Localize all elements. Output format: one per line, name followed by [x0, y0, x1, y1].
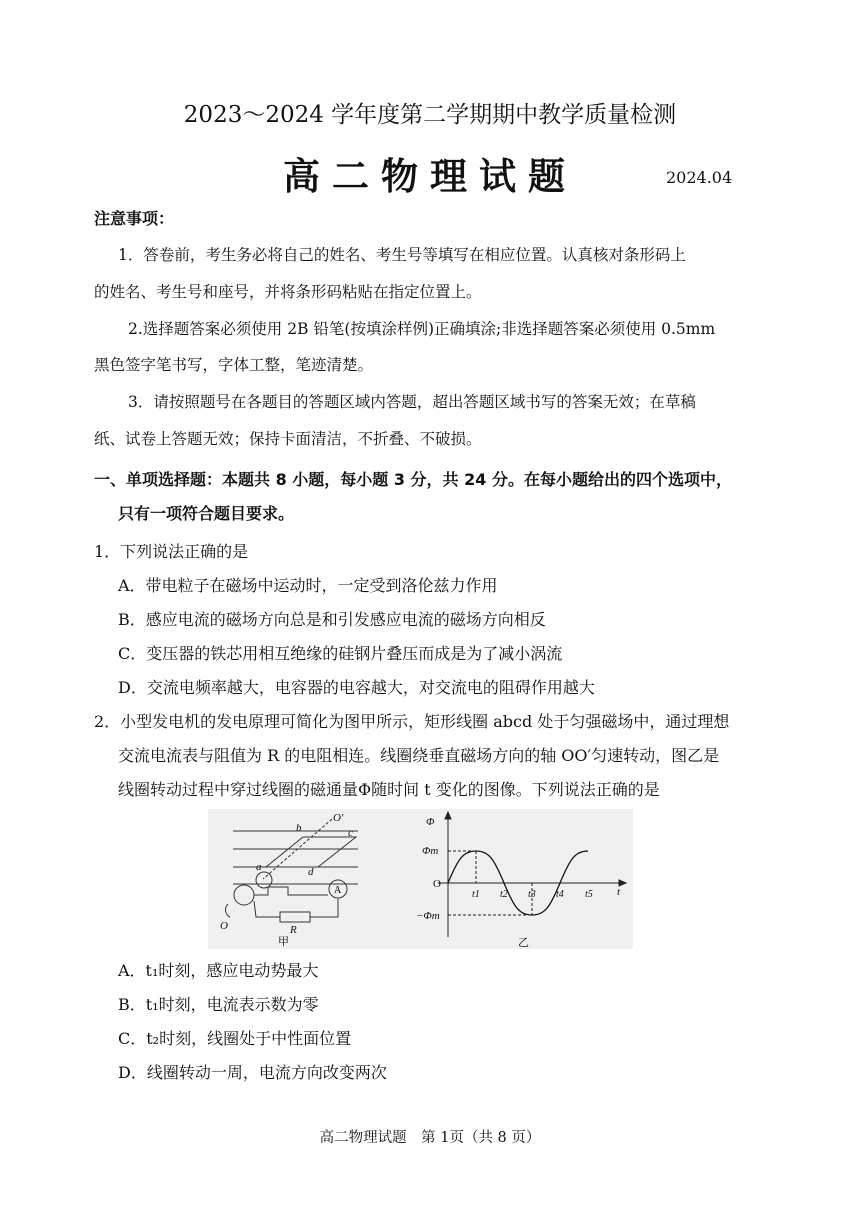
notice-item-2-line-1: 2.选择题答案必须使用 2B 铅笔(按填涂样例)正确填涂;非选择题答案必须使用 0.5mm — [128, 320, 716, 338]
coil-abcd — [266, 837, 356, 867]
section-1-heading-cont: 只有一项符合题目要求。 — [118, 504, 295, 523]
question-1-stem: 1．下列说法正确的是 — [94, 542, 249, 561]
wire — [310, 899, 338, 917]
question-1-option-d: D．交流电频率越大，电容器的电容越大，对交流电的阻碍作用越大 — [118, 678, 595, 697]
question-2-option-d: D．线圈转动一周，电流方向改变两次 — [118, 1063, 387, 1082]
y-axis-arrow-icon — [445, 812, 451, 819]
slip-ring — [234, 885, 254, 905]
notice-item-1-line-2: 的姓名、考生号和座号，并将条形码粘贴在指定位置上。 — [94, 283, 482, 301]
phi-max-label: Φm — [422, 845, 439, 857]
question-2-stem-line-3: 线圈转动过程中穿过线圈的磁通量Φ随时间 t 变化的图像。下列说法正确的是 — [118, 780, 660, 799]
tick-t2: t2 — [500, 889, 508, 900]
notice-item-1-line-1: 1．答卷前，考生务必将自己的姓名、考生号等填写在相应位置。认真核对条形码上 — [118, 246, 686, 264]
question-1-option-a: A．带电粒子在磁场中运动时，一定受到洛伦兹力作用 — [118, 576, 498, 595]
tick-t1: t1 — [472, 889, 480, 900]
subject-title: 高二物理试题 — [283, 154, 577, 198]
section-1-heading: 一、单项选择题：本题共 8 小题，每小题 3 分，共 24 分。在每小题给出的四个选项中， — [94, 470, 732, 489]
figure-right-caption: 乙 — [518, 937, 529, 949]
figure-left-caption: 甲 — [278, 936, 289, 948]
page-footer: 高二物理试题 第 1页（共 8 页） — [319, 1130, 541, 1146]
question-2-option-c: C．t₂时刻，线圈处于中性面位置 — [118, 1029, 352, 1048]
generator-diagram — [226, 819, 358, 922]
question-2-option-a: A．t₁时刻，感应电动势最大 — [118, 961, 319, 980]
label-c: c — [348, 827, 353, 839]
phi-min-label: −Φm — [416, 910, 440, 922]
question-2-stem-line-2: 交流电流表与阻值为 R 的电阻相连。线圈绕垂直磁场方向的轴 OO′匀速转动，图乙是 — [118, 746, 720, 765]
origin-label: O — [433, 878, 441, 890]
label-d: d — [308, 866, 314, 878]
tick-t4: t4 — [556, 889, 564, 900]
exam-date: 2024.04 — [666, 168, 733, 187]
notice-item-3-line-1: 3．请按照题号在各题目的答题区域内答题，超出答题区域书写的答案无效；在草稿 — [128, 393, 696, 411]
wire — [254, 901, 280, 917]
question-1-option-b: B．感应电流的磁场方向总是和引发感应电流的磁场方向相反 — [118, 610, 546, 629]
notice-item-3-line-2: 纸、试卷上答题无效；保持卡面清洁，不折叠、不破损。 — [94, 430, 482, 448]
ammeter-label: A — [334, 885, 342, 896]
question-2-figure — [208, 809, 633, 949]
exam-header-title: 2023～2024 学年度第二学期期中教学质量检测 — [183, 102, 677, 128]
notice-item-2-line-2: 黑色签字笔书写，字体工整，笔迹清楚。 — [94, 356, 374, 374]
question-2-figure-svg — [208, 809, 633, 949]
question-2-option-b: B．t₁时刻，电流表示数为零 — [118, 995, 319, 1014]
tick-t5: t5 — [585, 889, 593, 900]
label-b: b — [296, 822, 302, 834]
label-o-top: O′ — [333, 812, 344, 824]
tick-t3: t3 — [528, 889, 536, 900]
label-r: R — [290, 924, 297, 936]
question-2-stem-line-1: 2．小型发电机的发电原理可简化为图甲所示，矩形线圈 abcd 处于匀强磁场中，通过理想 — [94, 712, 730, 731]
slip-ring — [256, 872, 272, 888]
question-1-option-c: C．变压器的铁芯用相互绝缘的硅钢片叠压而成是为了减小涡流 — [118, 644, 563, 663]
label-a: a — [256, 861, 262, 873]
y-axis-label: Φ — [426, 816, 435, 828]
notice-heading: 注意事项： — [94, 209, 175, 228]
label-o-bottom: O — [220, 920, 228, 932]
flux-graph — [438, 812, 626, 937]
x-axis-label: t — [617, 886, 621, 898]
resistor — [280, 912, 310, 922]
rotation-arrow-icon — [226, 904, 230, 917]
